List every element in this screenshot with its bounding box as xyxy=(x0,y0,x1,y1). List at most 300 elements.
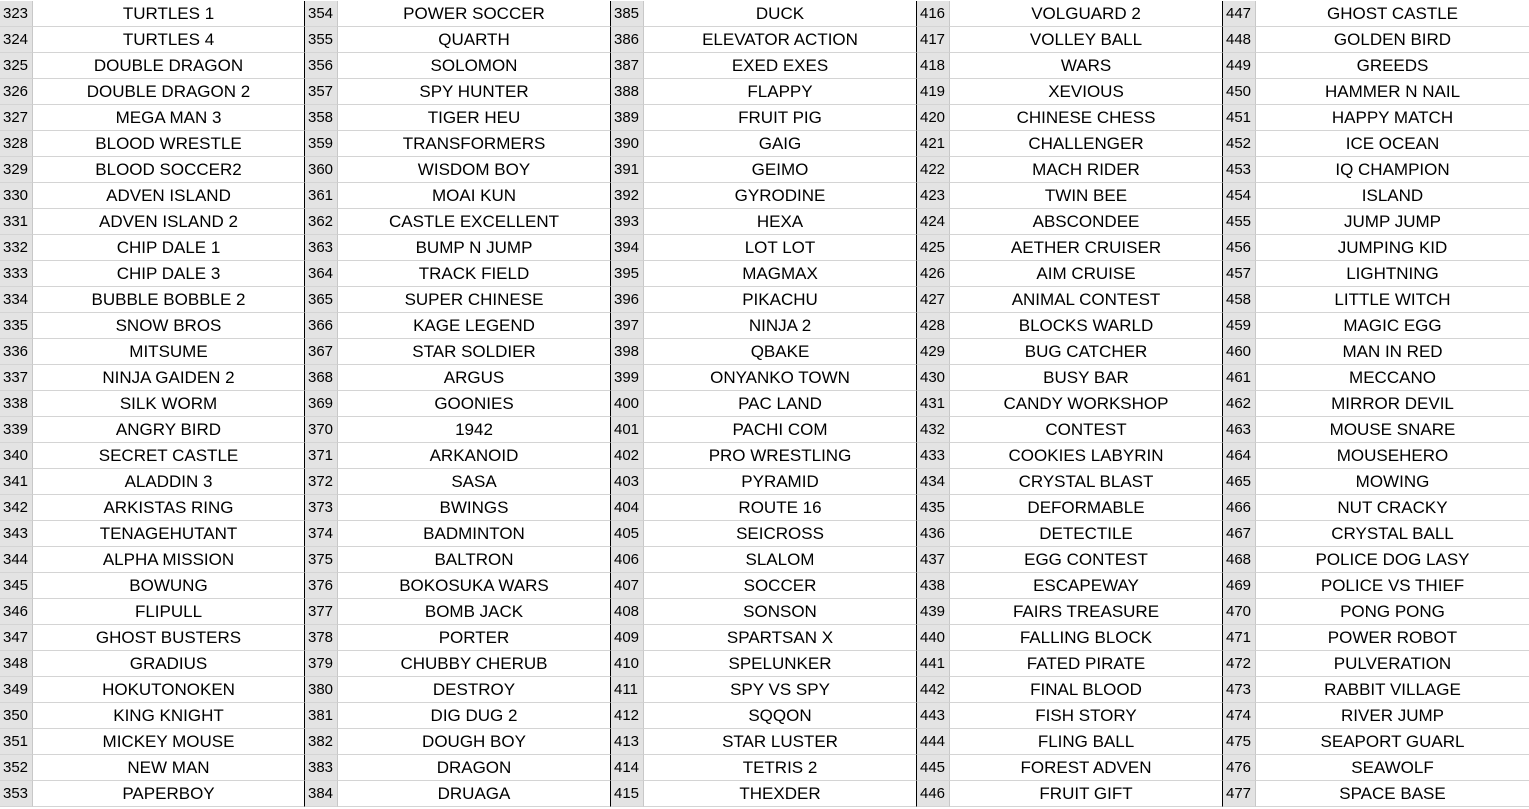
game-title-cell[interactable]: POLICE VS THIEF xyxy=(1256,573,1529,599)
game-title-cell[interactable]: BUBBLE BOBBLE 2 xyxy=(33,287,305,313)
game-number-cell[interactable]: 462 xyxy=(1223,391,1256,417)
game-number-cell[interactable]: 376 xyxy=(305,573,338,599)
game-title-cell[interactable]: LOT LOT xyxy=(644,235,917,261)
game-title-cell[interactable]: ROUTE 16 xyxy=(644,495,917,521)
game-number-cell[interactable]: 475 xyxy=(1223,729,1256,755)
game-title-cell[interactable]: MOWING xyxy=(1256,469,1529,495)
game-title-cell[interactable]: SPY VS SPY xyxy=(644,677,917,703)
game-number-cell[interactable]: 457 xyxy=(1223,261,1256,287)
game-title-cell[interactable]: PYRAMID xyxy=(644,469,917,495)
game-title-cell[interactable]: DRAGON xyxy=(338,755,611,781)
game-title-cell[interactable]: FLING BALL xyxy=(950,729,1223,755)
game-title-cell[interactable]: ONYANKO TOWN xyxy=(644,365,917,391)
game-title-cell[interactable]: XEVIOUS xyxy=(950,79,1223,105)
game-number-cell[interactable]: 386 xyxy=(611,27,644,53)
game-number-cell[interactable]: 337 xyxy=(0,365,33,391)
game-number-cell[interactable]: 456 xyxy=(1223,235,1256,261)
game-title-cell[interactable]: HEXA xyxy=(644,209,917,235)
game-title-cell[interactable]: TWIN BEE xyxy=(950,183,1223,209)
game-number-cell[interactable]: 360 xyxy=(305,157,338,183)
game-title-cell[interactable]: MOUSE SNARE xyxy=(1256,417,1529,443)
game-number-cell[interactable]: 413 xyxy=(611,729,644,755)
game-title-cell[interactable]: QBAKE xyxy=(644,339,917,365)
game-number-cell[interactable]: 460 xyxy=(1223,339,1256,365)
game-title-cell[interactable]: SPELUNKER xyxy=(644,651,917,677)
game-title-cell[interactable]: SEAPORT GUARL xyxy=(1256,729,1529,755)
game-title-cell[interactable]: ANIMAL CONTEST xyxy=(950,287,1223,313)
game-number-cell[interactable]: 328 xyxy=(0,131,33,157)
game-number-cell[interactable]: 414 xyxy=(611,755,644,781)
game-title-cell[interactable]: PAPERBOY xyxy=(33,781,305,807)
game-number-cell[interactable]: 458 xyxy=(1223,287,1256,313)
game-number-cell[interactable]: 380 xyxy=(305,677,338,703)
game-number-cell[interactable]: 375 xyxy=(305,547,338,573)
game-title-cell[interactable]: MEGA MAN 3 xyxy=(33,105,305,131)
game-number-cell[interactable]: 348 xyxy=(0,651,33,677)
game-number-cell[interactable]: 459 xyxy=(1223,313,1256,339)
game-number-cell[interactable]: 396 xyxy=(611,287,644,313)
game-title-cell[interactable]: WISDOM BOY xyxy=(338,157,611,183)
game-number-cell[interactable]: 370 xyxy=(305,417,338,443)
game-title-cell[interactable]: HAMMER N NAIL xyxy=(1256,79,1529,105)
game-number-cell[interactable]: 442 xyxy=(917,677,950,703)
game-number-cell[interactable]: 405 xyxy=(611,521,644,547)
game-number-cell[interactable]: 432 xyxy=(917,417,950,443)
game-number-cell[interactable]: 477 xyxy=(1223,781,1256,807)
game-title-cell[interactable]: BALTRON xyxy=(338,547,611,573)
game-title-cell[interactable]: GAIG xyxy=(644,131,917,157)
game-title-cell[interactable]: BLOOD WRESTLE xyxy=(33,131,305,157)
game-number-cell[interactable]: 439 xyxy=(917,599,950,625)
game-number-cell[interactable]: 407 xyxy=(611,573,644,599)
game-number-cell[interactable]: 465 xyxy=(1223,469,1256,495)
game-title-cell[interactable]: FINAL BLOOD xyxy=(950,677,1223,703)
game-number-cell[interactable]: 395 xyxy=(611,261,644,287)
game-title-cell[interactable]: DEFORMABLE xyxy=(950,495,1223,521)
game-title-cell[interactable]: HAPPY MATCH xyxy=(1256,105,1529,131)
game-title-cell[interactable]: FOREST ADVEN xyxy=(950,755,1223,781)
game-number-cell[interactable]: 350 xyxy=(0,703,33,729)
game-number-cell[interactable]: 385 xyxy=(611,1,644,27)
game-number-cell[interactable]: 356 xyxy=(305,53,338,79)
game-number-cell[interactable]: 364 xyxy=(305,261,338,287)
game-number-cell[interactable]: 441 xyxy=(917,651,950,677)
game-title-cell[interactable]: PACHI COM xyxy=(644,417,917,443)
game-number-cell[interactable]: 387 xyxy=(611,53,644,79)
game-number-cell[interactable]: 324 xyxy=(0,27,33,53)
game-title-cell[interactable]: MACH RIDER xyxy=(950,157,1223,183)
game-number-cell[interactable]: 454 xyxy=(1223,183,1256,209)
game-title-cell[interactable]: MITSUME xyxy=(33,339,305,365)
game-number-cell[interactable]: 437 xyxy=(917,547,950,573)
game-number-cell[interactable]: 334 xyxy=(0,287,33,313)
game-title-cell[interactable]: MAGIC EGG xyxy=(1256,313,1529,339)
game-title-cell[interactable]: EGG CONTEST xyxy=(950,547,1223,573)
game-number-cell[interactable]: 340 xyxy=(0,443,33,469)
game-title-cell[interactable]: TETRIS 2 xyxy=(644,755,917,781)
game-title-cell[interactable]: RABBIT VILLAGE xyxy=(1256,677,1529,703)
game-number-cell[interactable]: 431 xyxy=(917,391,950,417)
game-title-cell[interactable]: GEIMO xyxy=(644,157,917,183)
game-title-cell[interactable]: NINJA 2 xyxy=(644,313,917,339)
game-title-cell[interactable]: NUT CRACKY xyxy=(1256,495,1529,521)
game-title-cell[interactable]: ARKISTAS RING xyxy=(33,495,305,521)
game-title-cell[interactable]: GYRODINE xyxy=(644,183,917,209)
game-title-cell[interactable]: FRUIT GIFT xyxy=(950,781,1223,807)
game-number-cell[interactable]: 373 xyxy=(305,495,338,521)
game-title-cell[interactable]: GHOST BUSTERS xyxy=(33,625,305,651)
game-title-cell[interactable]: DOUBLE DRAGON 2 xyxy=(33,79,305,105)
game-number-cell[interactable]: 368 xyxy=(305,365,338,391)
game-number-cell[interactable]: 352 xyxy=(0,755,33,781)
game-number-cell[interactable]: 464 xyxy=(1223,443,1256,469)
game-title-cell[interactable]: FISH STORY xyxy=(950,703,1223,729)
game-number-cell[interactable]: 409 xyxy=(611,625,644,651)
game-title-cell[interactable]: ANGRY BIRD xyxy=(33,417,305,443)
game-title-cell[interactable]: DETECTILE xyxy=(950,521,1223,547)
game-number-cell[interactable]: 351 xyxy=(0,729,33,755)
game-number-cell[interactable]: 420 xyxy=(917,105,950,131)
game-title-cell[interactable]: POWER ROBOT xyxy=(1256,625,1529,651)
game-number-cell[interactable]: 346 xyxy=(0,599,33,625)
game-title-cell[interactable]: SQQON xyxy=(644,703,917,729)
game-title-cell[interactable]: FLAPPY xyxy=(644,79,917,105)
game-number-cell[interactable]: 415 xyxy=(611,781,644,807)
game-number-cell[interactable]: 453 xyxy=(1223,157,1256,183)
game-number-cell[interactable]: 452 xyxy=(1223,131,1256,157)
game-number-cell[interactable]: 371 xyxy=(305,443,338,469)
game-number-cell[interactable]: 392 xyxy=(611,183,644,209)
game-title-cell[interactable]: DRUAGA xyxy=(338,781,611,807)
game-title-cell[interactable]: MICKEY MOUSE xyxy=(33,729,305,755)
game-number-cell[interactable]: 335 xyxy=(0,313,33,339)
game-number-cell[interactable]: 369 xyxy=(305,391,338,417)
game-number-cell[interactable]: 436 xyxy=(917,521,950,547)
game-number-cell[interactable]: 476 xyxy=(1223,755,1256,781)
game-title-cell[interactable]: MAN IN RED xyxy=(1256,339,1529,365)
game-number-cell[interactable]: 401 xyxy=(611,417,644,443)
game-title-cell[interactable]: TURTLES 1 xyxy=(33,1,305,27)
game-title-cell[interactable]: DUCK xyxy=(644,1,917,27)
game-number-cell[interactable]: 416 xyxy=(917,1,950,27)
game-number-cell[interactable]: 443 xyxy=(917,703,950,729)
game-number-cell[interactable]: 382 xyxy=(305,729,338,755)
game-title-cell[interactable]: SOCCER xyxy=(644,573,917,599)
game-number-cell[interactable]: 336 xyxy=(0,339,33,365)
game-number-cell[interactable]: 425 xyxy=(917,235,950,261)
game-title-cell[interactable]: ESCAPEWAY xyxy=(950,573,1223,599)
game-number-cell[interactable]: 343 xyxy=(0,521,33,547)
game-number-cell[interactable]: 361 xyxy=(305,183,338,209)
game-title-cell[interactable]: ISLAND xyxy=(1256,183,1529,209)
game-number-cell[interactable]: 467 xyxy=(1223,521,1256,547)
game-title-cell[interactable]: MOUSEHERO xyxy=(1256,443,1529,469)
game-number-cell[interactable]: 332 xyxy=(0,235,33,261)
game-title-cell[interactable]: EXED EXES xyxy=(644,53,917,79)
game-title-cell[interactable]: CONTEST xyxy=(950,417,1223,443)
game-number-cell[interactable]: 440 xyxy=(917,625,950,651)
game-title-cell[interactable]: BUSY BAR xyxy=(950,365,1223,391)
game-title-cell[interactable]: VOLGUARD 2 xyxy=(950,1,1223,27)
game-title-cell[interactable]: LIGHTNING xyxy=(1256,261,1529,287)
game-number-cell[interactable]: 433 xyxy=(917,443,950,469)
game-number-cell[interactable]: 362 xyxy=(305,209,338,235)
game-title-cell[interactable]: DIG DUG 2 xyxy=(338,703,611,729)
game-title-cell[interactable]: CASTLE EXCELLENT xyxy=(338,209,611,235)
game-number-cell[interactable]: 381 xyxy=(305,703,338,729)
game-title-cell[interactable]: ALADDIN 3 xyxy=(33,469,305,495)
game-title-cell[interactable]: CHUBBY CHERUB xyxy=(338,651,611,677)
game-title-cell[interactable]: PAC LAND xyxy=(644,391,917,417)
game-number-cell[interactable]: 331 xyxy=(0,209,33,235)
game-title-cell[interactable]: TURTLES 4 xyxy=(33,27,305,53)
game-title-cell[interactable]: STAR SOLDIER xyxy=(338,339,611,365)
game-number-cell[interactable]: 435 xyxy=(917,495,950,521)
game-number-cell[interactable]: 472 xyxy=(1223,651,1256,677)
game-title-cell[interactable]: TRACK FIELD xyxy=(338,261,611,287)
game-number-cell[interactable]: 417 xyxy=(917,27,950,53)
game-title-cell[interactable]: GOONIES xyxy=(338,391,611,417)
game-number-cell[interactable]: 411 xyxy=(611,677,644,703)
game-number-cell[interactable]: 391 xyxy=(611,157,644,183)
game-number-cell[interactable]: 434 xyxy=(917,469,950,495)
game-number-cell[interactable]: 408 xyxy=(611,599,644,625)
game-number-cell[interactable]: 349 xyxy=(0,677,33,703)
game-title-cell[interactable]: NINJA GAIDEN 2 xyxy=(33,365,305,391)
game-title-cell[interactable]: POWER SOCCER xyxy=(338,1,611,27)
game-title-cell[interactable]: POLICE DOG LASY xyxy=(1256,547,1529,573)
game-number-cell[interactable]: 444 xyxy=(917,729,950,755)
game-title-cell[interactable]: MOAI KUN xyxy=(338,183,611,209)
game-number-cell[interactable]: 383 xyxy=(305,755,338,781)
game-title-cell[interactable]: CHINESE CHESS xyxy=(950,105,1223,131)
game-title-cell[interactable]: SPY HUNTER xyxy=(338,79,611,105)
game-title-cell[interactable]: MAGMAX xyxy=(644,261,917,287)
game-number-cell[interactable]: 325 xyxy=(0,53,33,79)
game-number-cell[interactable]: 466 xyxy=(1223,495,1256,521)
game-title-cell[interactable]: KING KNIGHT xyxy=(33,703,305,729)
game-title-cell[interactable]: NEW MAN xyxy=(33,755,305,781)
game-number-cell[interactable]: 378 xyxy=(305,625,338,651)
game-title-cell[interactable]: BLOCKS WARLD xyxy=(950,313,1223,339)
game-title-cell[interactable]: AIM CRUISE xyxy=(950,261,1223,287)
game-number-cell[interactable]: 365 xyxy=(305,287,338,313)
game-title-cell[interactable]: HOKUTONOKEN xyxy=(33,677,305,703)
game-number-cell[interactable]: 389 xyxy=(611,105,644,131)
game-number-cell[interactable]: 344 xyxy=(0,547,33,573)
game-title-cell[interactable]: BWINGS xyxy=(338,495,611,521)
game-title-cell[interactable]: PULVERATION xyxy=(1256,651,1529,677)
game-title-cell[interactable]: CHIP DALE 1 xyxy=(33,235,305,261)
game-number-cell[interactable]: 354 xyxy=(305,1,338,27)
game-number-cell[interactable]: 357 xyxy=(305,79,338,105)
game-title-cell[interactable]: CHIP DALE 3 xyxy=(33,261,305,287)
game-title-cell[interactable]: ALPHA MISSION xyxy=(33,547,305,573)
game-number-cell[interactable]: 358 xyxy=(305,105,338,131)
game-title-cell[interactable]: PIKACHU xyxy=(644,287,917,313)
game-number-cell[interactable]: 400 xyxy=(611,391,644,417)
game-title-cell[interactable]: 1942 xyxy=(338,417,611,443)
game-number-cell[interactable]: 423 xyxy=(917,183,950,209)
game-number-cell[interactable]: 327 xyxy=(0,105,33,131)
game-number-cell[interactable]: 345 xyxy=(0,573,33,599)
game-title-cell[interactable]: AETHER CRUISER xyxy=(950,235,1223,261)
game-title-cell[interactable]: GREEDS xyxy=(1256,53,1529,79)
game-title-cell[interactable]: CANDY WORKSHOP xyxy=(950,391,1223,417)
game-title-cell[interactable]: ELEVATOR ACTION xyxy=(644,27,917,53)
game-number-cell[interactable]: 455 xyxy=(1223,209,1256,235)
game-title-cell[interactable]: BLOOD SOCCER2 xyxy=(33,157,305,183)
game-number-cell[interactable]: 353 xyxy=(0,781,33,807)
game-title-cell[interactable]: GHOST CASTLE xyxy=(1256,1,1529,27)
game-title-cell[interactable]: SPACE BASE xyxy=(1256,781,1529,807)
game-title-cell[interactable]: ARKANOID xyxy=(338,443,611,469)
game-number-cell[interactable]: 355 xyxy=(305,27,338,53)
game-number-cell[interactable]: 359 xyxy=(305,131,338,157)
game-number-cell[interactable]: 329 xyxy=(0,157,33,183)
game-title-cell[interactable]: SONSON xyxy=(644,599,917,625)
game-number-cell[interactable]: 394 xyxy=(611,235,644,261)
game-number-cell[interactable]: 347 xyxy=(0,625,33,651)
game-number-cell[interactable]: 339 xyxy=(0,417,33,443)
game-title-cell[interactable]: ADVEN ISLAND 2 xyxy=(33,209,305,235)
game-title-cell[interactable]: DESTROY xyxy=(338,677,611,703)
game-title-cell[interactable]: GRADIUS xyxy=(33,651,305,677)
game-title-cell[interactable]: CRYSTAL BLAST xyxy=(950,469,1223,495)
game-number-cell[interactable]: 379 xyxy=(305,651,338,677)
game-title-cell[interactable]: SUPER CHINESE xyxy=(338,287,611,313)
game-title-cell[interactable]: BUG CATCHER xyxy=(950,339,1223,365)
game-number-cell[interactable]: 468 xyxy=(1223,547,1256,573)
game-number-cell[interactable]: 461 xyxy=(1223,365,1256,391)
game-number-cell[interactable]: 377 xyxy=(305,599,338,625)
game-title-cell[interactable]: MECCANO xyxy=(1256,365,1529,391)
game-number-cell[interactable]: 393 xyxy=(611,209,644,235)
game-title-cell[interactable]: SLALOM xyxy=(644,547,917,573)
game-number-cell[interactable]: 384 xyxy=(305,781,338,807)
game-number-cell[interactable]: 342 xyxy=(0,495,33,521)
game-number-cell[interactable]: 412 xyxy=(611,703,644,729)
game-number-cell[interactable]: 463 xyxy=(1223,417,1256,443)
game-number-cell[interactable]: 424 xyxy=(917,209,950,235)
game-number-cell[interactable]: 438 xyxy=(917,573,950,599)
game-title-cell[interactable]: PORTER xyxy=(338,625,611,651)
game-number-cell[interactable]: 470 xyxy=(1223,599,1256,625)
game-number-cell[interactable]: 422 xyxy=(917,157,950,183)
game-number-cell[interactable]: 372 xyxy=(305,469,338,495)
game-number-cell[interactable]: 445 xyxy=(917,755,950,781)
game-title-cell[interactable]: THEXDER xyxy=(644,781,917,807)
game-title-cell[interactable]: BUMP N JUMP xyxy=(338,235,611,261)
game-title-cell[interactable]: GOLDEN BIRD xyxy=(1256,27,1529,53)
game-title-cell[interactable]: ARGUS xyxy=(338,365,611,391)
game-number-cell[interactable]: 429 xyxy=(917,339,950,365)
game-number-cell[interactable]: 390 xyxy=(611,131,644,157)
game-title-cell[interactable]: ADVEN ISLAND xyxy=(33,183,305,209)
game-number-cell[interactable]: 323 xyxy=(0,1,33,27)
game-title-cell[interactable]: TENAGEHUTANT xyxy=(33,521,305,547)
game-title-cell[interactable]: CHALLENGER xyxy=(950,131,1223,157)
game-number-cell[interactable]: 330 xyxy=(0,183,33,209)
game-title-cell[interactable]: SOLOMON xyxy=(338,53,611,79)
game-title-cell[interactable]: DOUGH BOY xyxy=(338,729,611,755)
game-title-cell[interactable]: SNOW BROS xyxy=(33,313,305,339)
game-title-cell[interactable]: BOKOSUKA WARS xyxy=(338,573,611,599)
game-title-cell[interactable]: LITTLE WITCH xyxy=(1256,287,1529,313)
game-number-cell[interactable]: 421 xyxy=(917,131,950,157)
game-title-cell[interactable]: SPARTSAN X xyxy=(644,625,917,651)
game-number-cell[interactable]: 426 xyxy=(917,261,950,287)
game-number-cell[interactable]: 471 xyxy=(1223,625,1256,651)
game-title-cell[interactable]: STAR LUSTER xyxy=(644,729,917,755)
game-number-cell[interactable]: 403 xyxy=(611,469,644,495)
game-number-cell[interactable]: 326 xyxy=(0,79,33,105)
game-title-cell[interactable]: WARS xyxy=(950,53,1223,79)
game-title-cell[interactable]: JUMPING KID xyxy=(1256,235,1529,261)
game-number-cell[interactable]: 397 xyxy=(611,313,644,339)
game-number-cell[interactable]: 428 xyxy=(917,313,950,339)
game-number-cell[interactable]: 338 xyxy=(0,391,33,417)
game-title-cell[interactable]: MIRROR DEVIL xyxy=(1256,391,1529,417)
game-title-cell[interactable]: KAGE LEGEND xyxy=(338,313,611,339)
game-title-cell[interactable]: TRANSFORMERS xyxy=(338,131,611,157)
game-title-cell[interactable]: SEAWOLF xyxy=(1256,755,1529,781)
game-number-cell[interactable]: 363 xyxy=(305,235,338,261)
game-number-cell[interactable]: 410 xyxy=(611,651,644,677)
game-title-cell[interactable]: SILK WORM xyxy=(33,391,305,417)
game-number-cell[interactable]: 367 xyxy=(305,339,338,365)
game-title-cell[interactable]: FLIPULL xyxy=(33,599,305,625)
game-title-cell[interactable]: FAIRS TREASURE xyxy=(950,599,1223,625)
game-number-cell[interactable]: 427 xyxy=(917,287,950,313)
game-number-cell[interactable]: 333 xyxy=(0,261,33,287)
game-title-cell[interactable]: SASA xyxy=(338,469,611,495)
game-number-cell[interactable]: 418 xyxy=(917,53,950,79)
game-number-cell[interactable]: 447 xyxy=(1223,1,1256,27)
game-number-cell[interactable]: 399 xyxy=(611,365,644,391)
game-title-cell[interactable]: IQ CHAMPION xyxy=(1256,157,1529,183)
game-title-cell[interactable]: TIGER HEU xyxy=(338,105,611,131)
game-title-cell[interactable]: DOUBLE DRAGON xyxy=(33,53,305,79)
game-title-cell[interactable]: FATED PIRATE xyxy=(950,651,1223,677)
game-title-cell[interactable]: SECRET CASTLE xyxy=(33,443,305,469)
game-number-cell[interactable]: 341 xyxy=(0,469,33,495)
game-number-cell[interactable]: 446 xyxy=(917,781,950,807)
game-number-cell[interactable]: 450 xyxy=(1223,79,1256,105)
game-title-cell[interactable]: FRUIT PIG xyxy=(644,105,917,131)
game-number-cell[interactable]: 406 xyxy=(611,547,644,573)
game-number-cell[interactable]: 402 xyxy=(611,443,644,469)
game-number-cell[interactable]: 374 xyxy=(305,521,338,547)
game-title-cell[interactable]: VOLLEY BALL xyxy=(950,27,1223,53)
game-number-cell[interactable]: 469 xyxy=(1223,573,1256,599)
game-number-cell[interactable]: 366 xyxy=(305,313,338,339)
game-title-cell[interactable]: FALLING BLOCK xyxy=(950,625,1223,651)
game-title-cell[interactable]: CRYSTAL BALL xyxy=(1256,521,1529,547)
game-title-cell[interactable]: BADMINTON xyxy=(338,521,611,547)
game-number-cell[interactable]: 398 xyxy=(611,339,644,365)
game-title-cell[interactable]: PONG PONG xyxy=(1256,599,1529,625)
game-title-cell[interactable]: QUARTH xyxy=(338,27,611,53)
game-title-cell[interactable]: JUMP JUMP xyxy=(1256,209,1529,235)
game-number-cell[interactable]: 388 xyxy=(611,79,644,105)
game-number-cell[interactable]: 451 xyxy=(1223,105,1256,131)
game-number-cell[interactable]: 449 xyxy=(1223,53,1256,79)
game-number-cell[interactable]: 430 xyxy=(917,365,950,391)
game-title-cell[interactable]: BOWUNG xyxy=(33,573,305,599)
game-title-cell[interactable]: RIVER JUMP xyxy=(1256,703,1529,729)
game-number-cell[interactable]: 473 xyxy=(1223,677,1256,703)
